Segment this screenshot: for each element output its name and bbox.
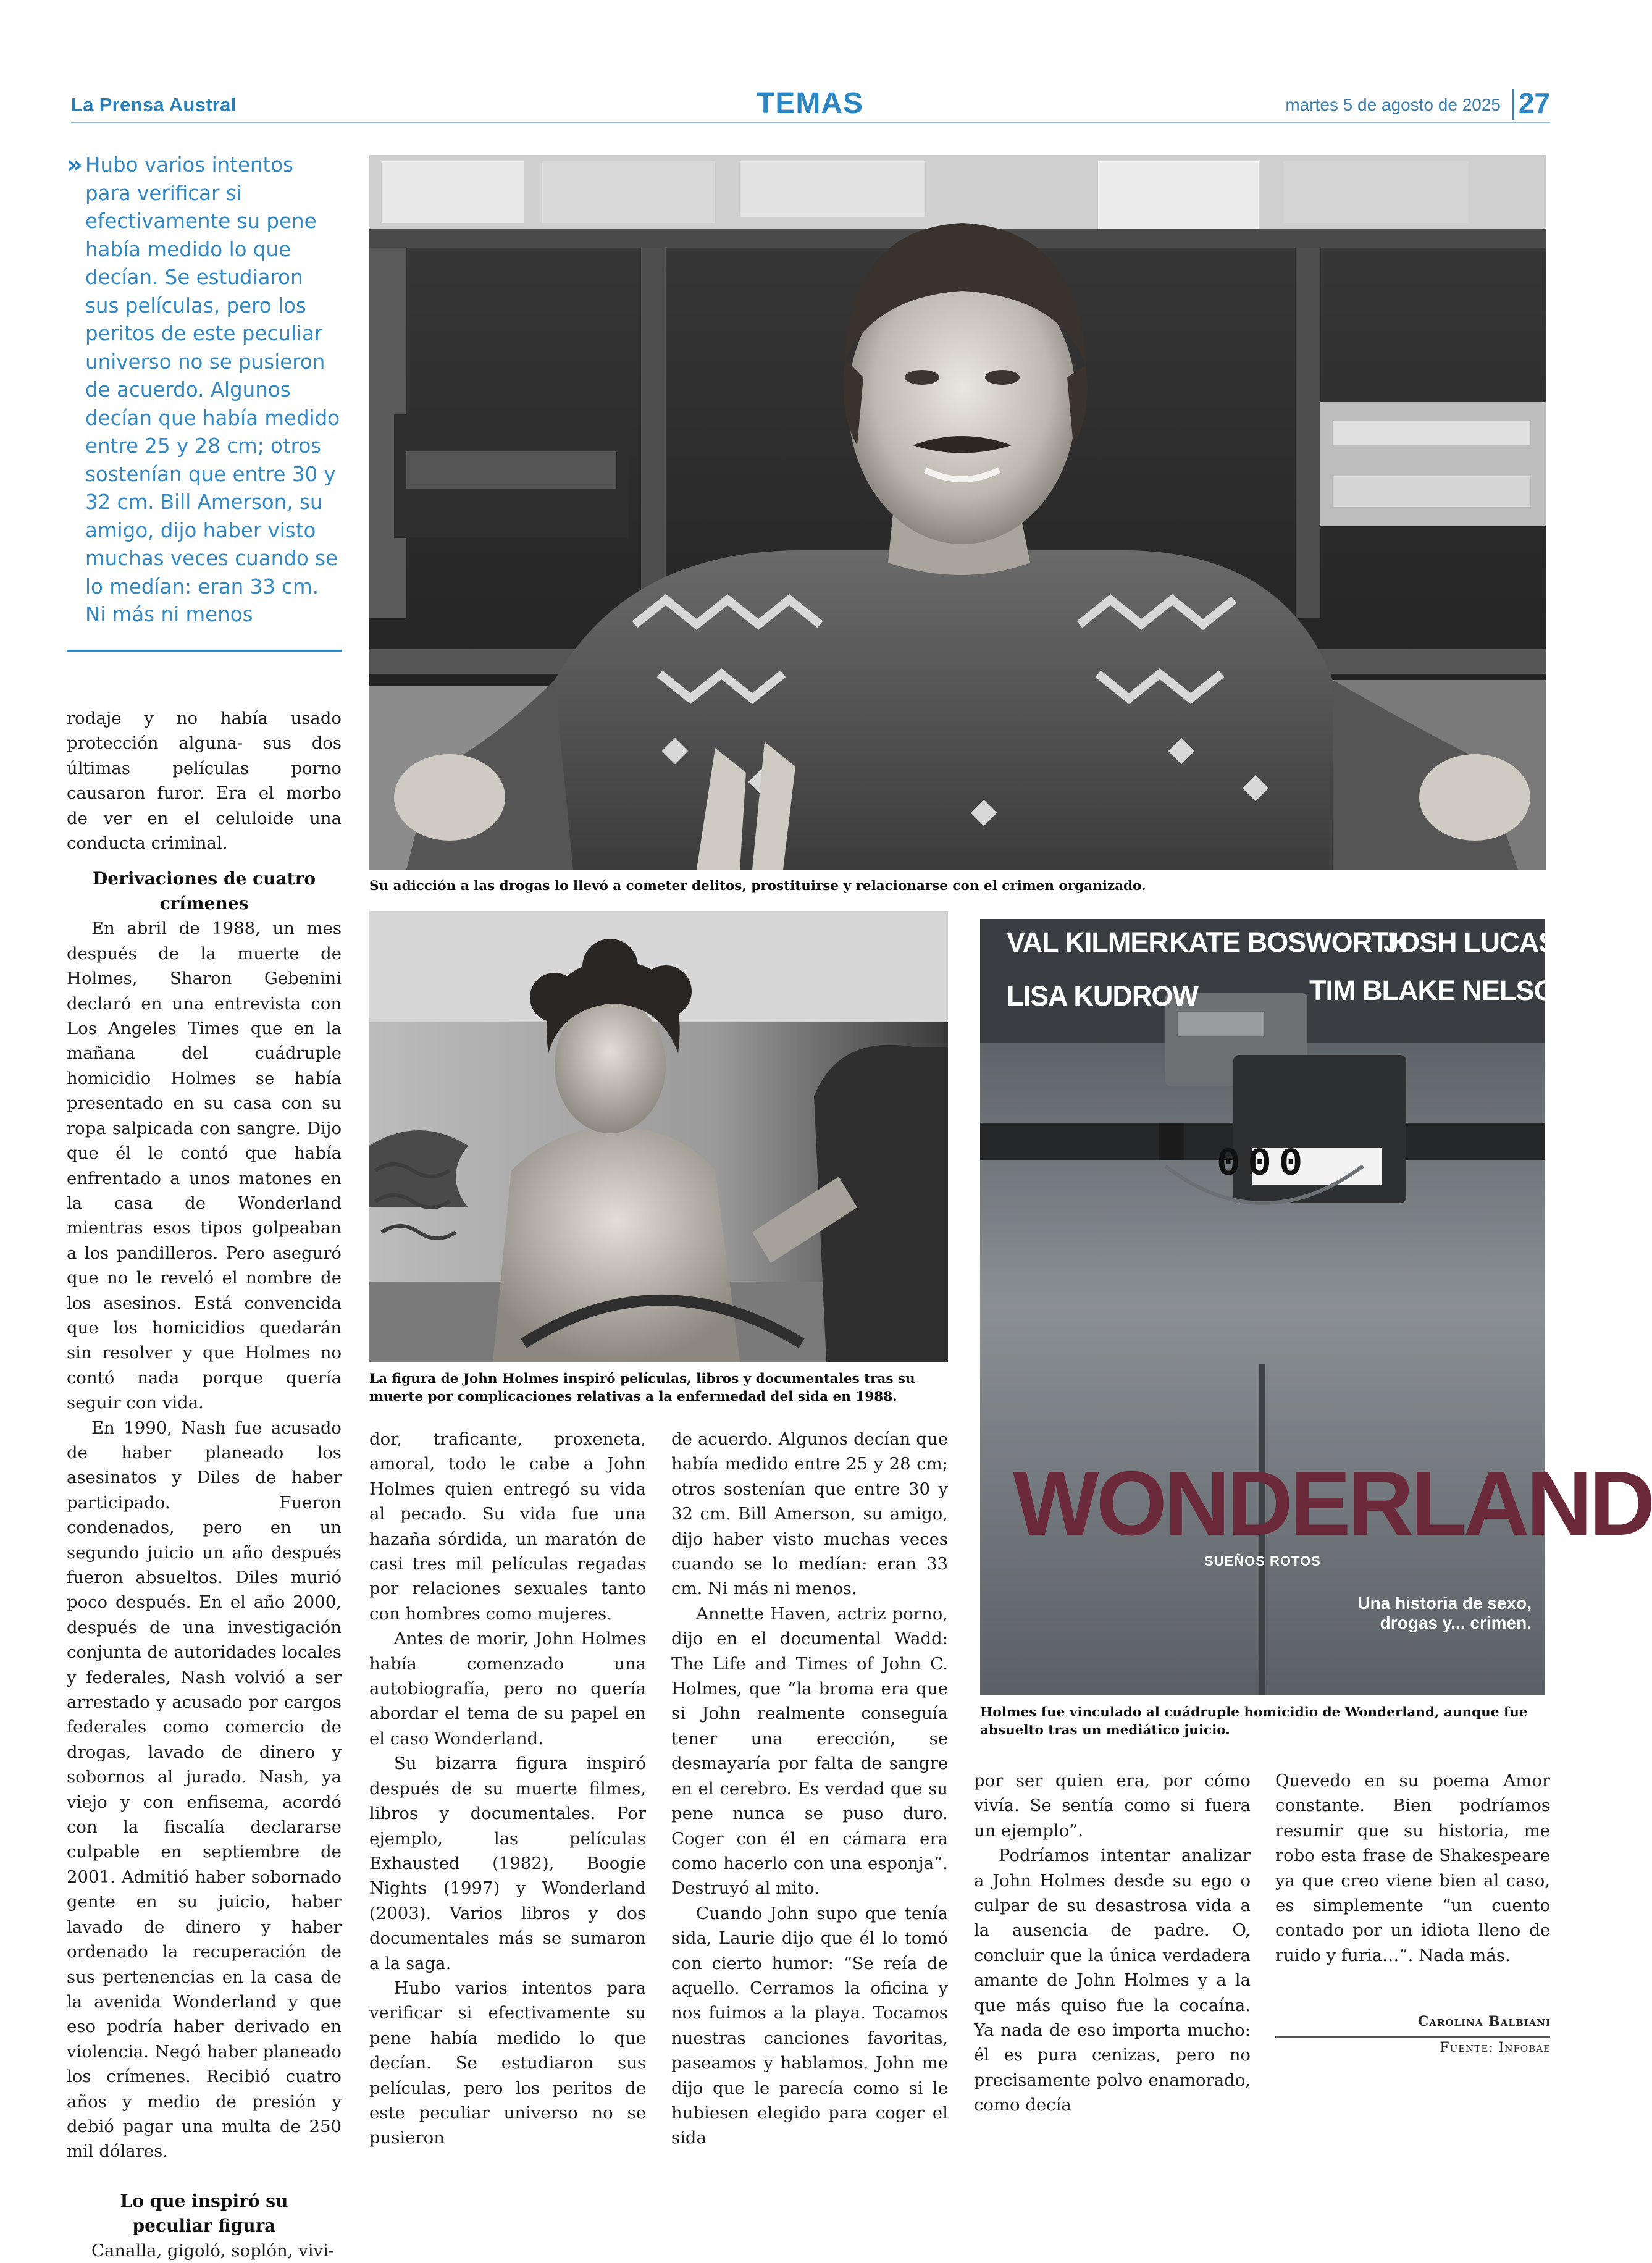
paragraph: de acuerdo. Algunos decían que había medido entre 25 y 28 cm; otros sostenían que entre 30 y 32 cm. Bill Amerson, su amigo, dijo haber visto muchas veces cuando se lo medían: eran 33 cm. Ni más ni menos.: [671, 1429, 948, 1599]
double-chevron-icon: »: [67, 151, 83, 179]
john-holmes-young-image: [369, 911, 948, 1362]
main-photo: [369, 155, 1546, 870]
page-number: 27: [1518, 87, 1550, 119]
article-column-4: [974, 1768, 1251, 2118]
poster-actor-2: KATE BOSWORTH: [1169, 926, 1408, 958]
article-column-3: [671, 1427, 948, 2151]
paragraph: Antes de morir, John Holmes había comenzado una autobiografía, pero no quería abordar el tema de su papel en el caso Wonderland.: [369, 1629, 646, 1749]
john-holmes-portrait-image: [369, 155, 1546, 870]
byline-rule: [1275, 2036, 1550, 2038]
subheading-inspiro: Lo que inspiró su peculiar figura: [120, 2190, 288, 2236]
wonderland-poster: [980, 919, 1545, 1695]
issue-date: martes 5 de agosto de 2025: [1285, 95, 1501, 114]
paragraph: Podríamos intentar analizar a John Holmes desde su ego o culpar de su desastrosa vida a la ausencia de padre. O, concluir que la única verdadera amante de John Holmes y a la que más quiso fue la cocaína. Ya nada de eso importa mucho: él es pura cenizas, pero no precisamente polvo enamorado, como decía: [974, 1845, 1251, 2115]
middle-photo-caption: La figura de John Holmes inspiró películas, libros y documentales tras su muerte por complicaciones relativas a la enfermedad del sida en 1988.: [369, 1371, 915, 1404]
article-column-1: [67, 706, 342, 2263]
source-credit: Fuente: Infobae: [1440, 2040, 1551, 2055]
poster-caption: Holmes fue vinculado al cuádruple homicidio de Wonderland, aunque fue absuelto tras un mediático juicio.: [980, 1705, 1528, 1738]
pull-quote-rule: [67, 650, 342, 652]
paragraph: Hubo varios intentos para verificar si efectivamente su pene había medido lo que decían. Se estudiaron sus películas, pero los peritos de este peculiar universo no se pusieron: [369, 1978, 646, 2148]
paragraph: Canalla, gigoló, soplón, vivi-: [91, 2240, 335, 2261]
pull-quote-text: Hubo varios intentos para verificar si efectivamente su pene había medido lo que decían. Se estudiaron sus películas, pero los peritos de este peculiar universo no se pusieron de acuerdo. Algunos decían que había medido entre 25 y 28 cm; otros sostenían que entre 30 y 32 cm. Bill Amerson, su amigo, dijo haber visto muchas veces cuando se lo medían: eran 33 cm. Ni más ni menos: [85, 153, 340, 626]
poster-actor-1: VAL KILMER: [1007, 926, 1168, 958]
poster-tagline: Una historia de sexo, drogas y... crimen.: [1357, 1593, 1532, 1632]
paragraph: dor, traficante, proxeneta, amoral, todo le cabe a John Holmes quien entregó su vida al pecado. Su vida fue una hazaña sórdida, un maratón de casi tres mil películas regadas por relaciones sexuales tanto con hombres como mujeres.: [369, 1429, 646, 1624]
author-byline: Carolina Balbiani: [1417, 2013, 1551, 2030]
paragraph: Annette Haven, actriz porno, dijo en el documental Wadd: The Life and Times of John C. Holmes, que “la broma era que si John realmente conseguía tener una erección, se desmayaría por falta de sangre en el cerebro. Es verdad que su pene nunca se puso duro. Coger con él en cámara era como hacerlo con una esponja”. Destruyó al mito.: [671, 1603, 948, 1899]
poster-subtitle: SUEÑOS ROTOS: [1204, 1553, 1321, 1569]
poster-counter: 000: [1217, 1143, 1310, 1187]
paragraph: Su bizarra figura inspiró después de su muerte filmes, libros y documentales. Por ejemplo, las películas Exhausted (1982), Boogie Nights (1997) y Wonderland (2003). Varios libros y dos documentales más se sumaron a la saga.: [369, 1753, 646, 1973]
paragraph: por ser quien era, por cómo vivía. Se sentía como si fuera un ejemplo”.: [974, 1771, 1251, 1841]
paragraph: En 1990, Nash fue acusado de haber planeado los asesinatos y Diles de haber participado. Fueron condenados, pero en un segundo juicio un año después fueron absueltos. Diles murió poco después. En el año 2000, después de una investigación conjunta de autoridades locales y federales, Nash volvió a ser arrestado y acusado por cargos federales como comercio de drogas, lavado de dinero y sobornos al jurado. Nash, ya viejo y con enfisema, acordó con la fiscalía declararse culpable en septiembre de 2001. Admitió haber sobornado gente en su juicio, haber lavado de dinero y haber ordenado la recuperación de sus pertenencias en la casa de la avenida Wonderland y que eso podría haber derivado en violencia. Negó haber planeado los crímenes. Recibió cuatro años y medio de presión y debió pagar una multa de 250 mil dólares.: [67, 1417, 342, 2162]
poster-actor-4: LISA KUDROW: [1007, 980, 1198, 1012]
pull-quote: [67, 151, 342, 629]
middle-photo: [369, 911, 948, 1362]
poster-actor-5: TIM BLAKE NELSON: [1309, 975, 1574, 1006]
main-photo-caption: Su adicción a las drogas lo llevó a cometer delitos, prostituirse y relacionarse con el crimen organizado.: [369, 878, 1146, 894]
newspaper-name: La Prensa Austral: [71, 94, 237, 115]
header-rule: [71, 122, 1550, 123]
subheading-derivaciones: Derivaciones de cuatro crímenes: [93, 868, 316, 914]
wonderland-poster-image: [980, 919, 1545, 1695]
section-title: TEMAS: [757, 87, 863, 120]
paragraph: En abril de 1988, un mes después de la muerte de Holmes, Sharon Gebenini declaró en una entrevista con Los Angeles Times que en la mañana del cuádruple homicidio Holmes se había presentado en su casa con su ropa salpicada con sangre. Dijo que él le contó que había enfrentado a unos matones en la casa de Wonderland mientras esos tipos golpeaban a los pandilleros. Pero aseguró que no le reveló el nombre de los asesinos. Está convencida que los homicidios quedarán sin resolver y que Holmes no contó nada porque quería seguir con vida.: [67, 918, 342, 1413]
paragraph: Quevedo en su poema Amor constante. Bien podríamos resumir que su historia, me robo esta frase de Shakespeare ya que creo viene bien al caso, es simplemente “un cuento contado por un idiota lleno de ruido y furia…”. Nada más.: [1275, 1771, 1550, 1965]
paragraph: Cuando John supo que tenía sida, Laurie dijo que él lo tomó con cierto humor: “Se reía de aquello. Cerramos la oficina y nos fuimos a la playa. Tocamos nuestras canciones favoritas, paseamos y hablamos. John me dijo que le parecía como si le hubiesen elegido para coger el sida: [671, 1903, 948, 2148]
header-separator: [1512, 89, 1514, 120]
article-column-2: [369, 1427, 646, 2151]
paragraph: rodaje y no había usado protección alguna- sus dos últimas películas porno causaron furor. Era el morbo de ver en el celuloide una conducta criminal.: [67, 708, 342, 854]
page-header: [71, 86, 1550, 124]
poster-title: WONDERLAND: [1013, 1453, 1652, 1555]
poster-actor-3: JOSH LUCAS: [1383, 926, 1557, 958]
article-column-5: [1275, 1768, 1550, 1968]
